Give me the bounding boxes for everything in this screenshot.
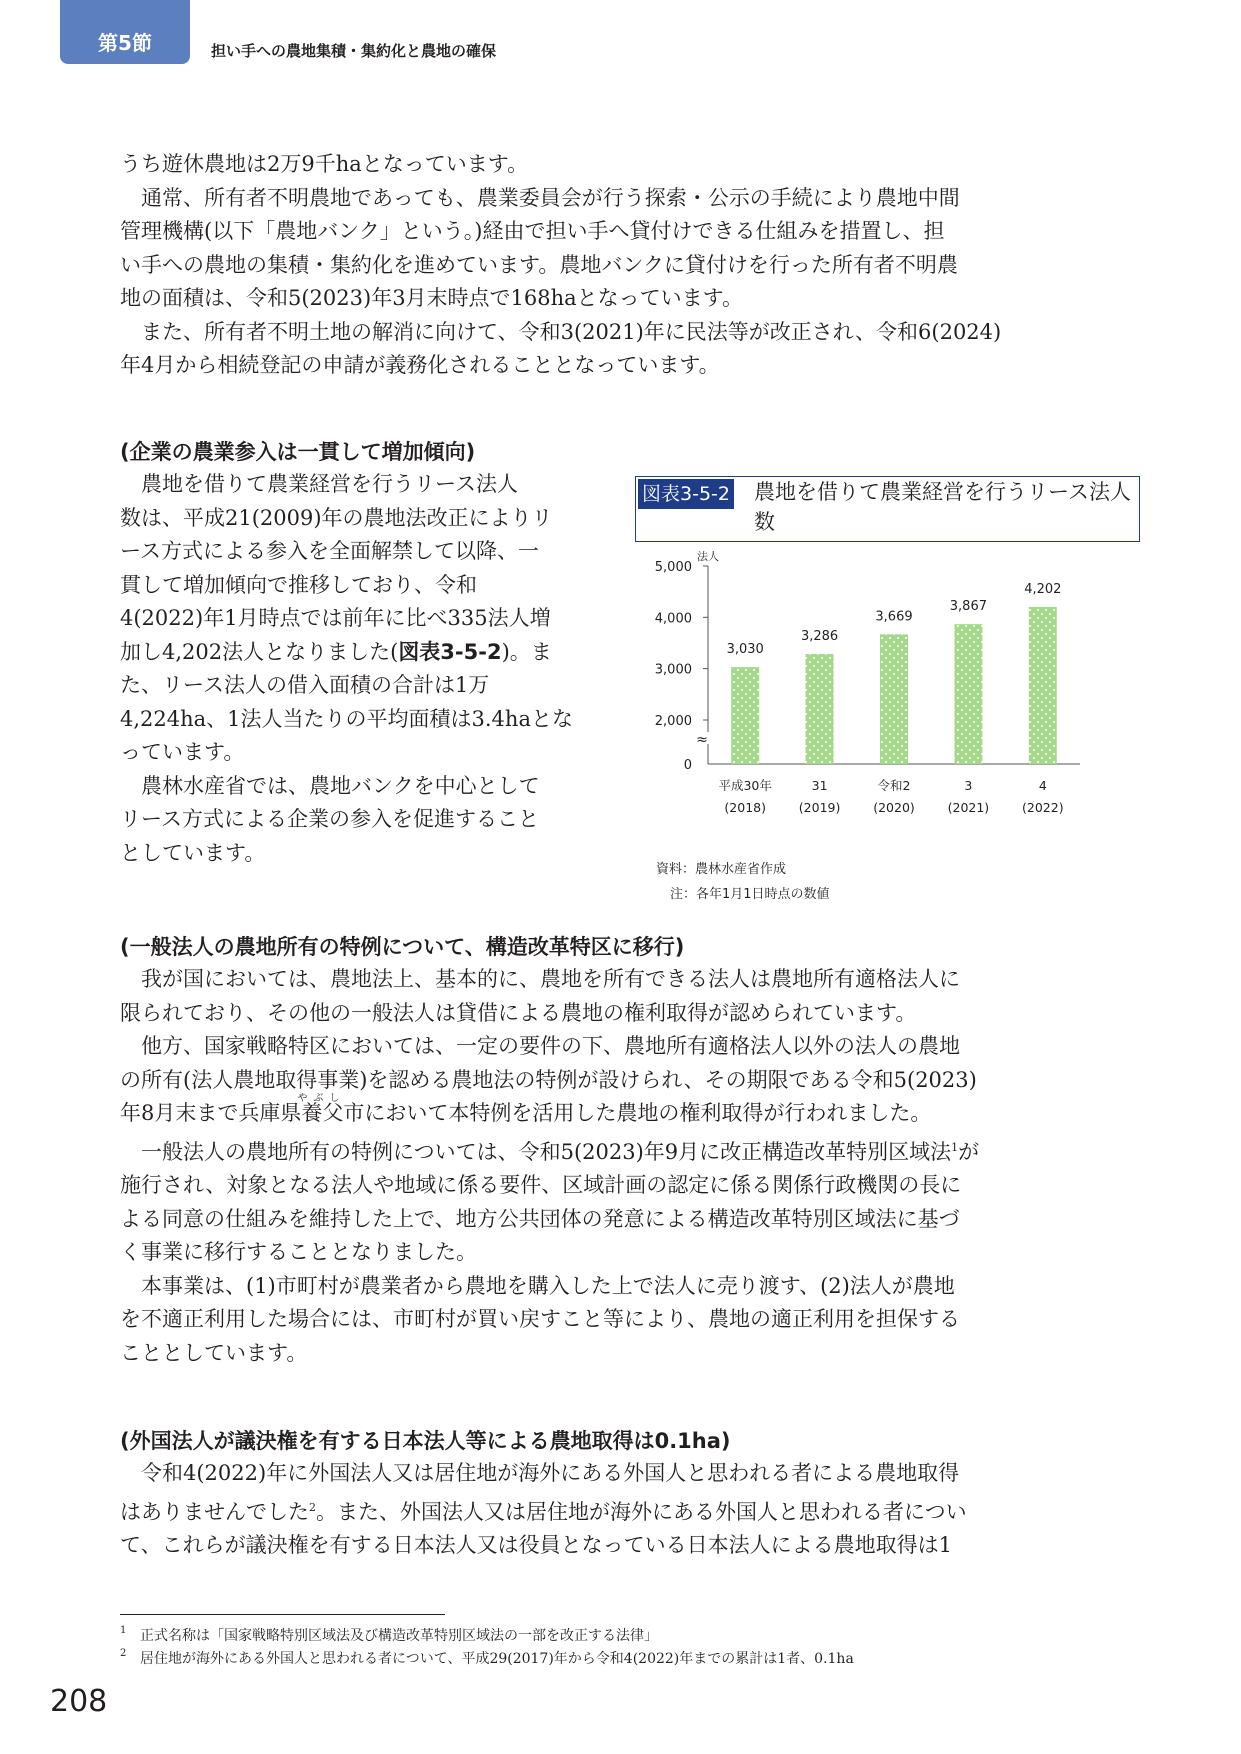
bar-value-label: 3,867: [949, 599, 988, 615]
axis-break-mark: ≈: [696, 732, 708, 748]
body-line: リース方式による企業の参入を促進すること: [120, 807, 539, 831]
section-badge: 第5節: [60, 0, 190, 64]
chart-source: 資料：農林水産省作成: [656, 862, 787, 877]
body-text: 一般法人の農地所有の特例については、令和5(2023)年9月に改正構造改革特別区域法: [120, 1139, 952, 1164]
ruby-reading: やぶし: [297, 1093, 346, 1104]
body-line: 数は、平成21(2009)年の農地法改正によりリ: [120, 505, 553, 530]
body-line: っています。: [120, 740, 245, 764]
body-line: く事業に移行することとなりました。: [120, 1240, 477, 1264]
bar: [731, 667, 759, 764]
bar: [880, 634, 908, 764]
footnote-number: 1: [120, 1625, 127, 1636]
bar: [806, 654, 834, 764]
body-line: 4,224ha、1法人当たりの平均面積は3.4haとな: [120, 706, 573, 731]
body-line: 我が国においては、農地法上、基本的に、農地を所有できる法人は農地所有適格法人に: [120, 967, 960, 991]
body-line: 他方、国家戦略特区においては、一定の要件の下、農地所有適格法人以外の法人の農地: [120, 1034, 960, 1058]
chart-title: 農地を借りて農業経営を行うリース法人数: [754, 480, 1131, 534]
bar-value-label: 4,202: [1024, 581, 1062, 597]
y-tick-label: 5,000: [654, 560, 692, 575]
x-tick-sublabel: (2018): [724, 800, 766, 815]
y-unit-label: 法人: [697, 550, 719, 563]
body-text: はありませんでした: [120, 1499, 309, 1524]
bar: [1029, 607, 1057, 764]
footnote-text: 正式名称は「国家戦略特別区域法及び構造改革特別区域法の一部を改正する法律」: [140, 1628, 658, 1644]
x-tick-label: 31: [811, 778, 828, 793]
x-tick-sublabel: (2020): [873, 800, 915, 815]
body-line: て、これらが議決権を有する日本法人又は役員となっている日本法人による農地取得は1: [120, 1533, 952, 1557]
footnote: [120, 1625, 658, 1645]
body-line: 農林水産省では、農地バンクを中心として: [120, 773, 540, 798]
body-line: こととしています。: [120, 1340, 308, 1365]
x-tick-label: 3: [964, 778, 973, 793]
bar-value-label: 3,286: [800, 628, 839, 644]
body-line: [120, 1491, 1120, 1530]
body-text: 年8月末まで兵庫県: [120, 1101, 302, 1125]
section-title: 担い手への農地集積・集約化と農地の確保: [211, 42, 497, 60]
bar-chart: [640, 548, 1110, 848]
body-text: 市において本特例を活用した農地の権利取得が行われました。: [343, 1101, 932, 1125]
body-line: よる同意の仕組みを維持した上で、地方公共団体の発意による構造改革特別区域法に基づ: [120, 1206, 960, 1231]
ruby-word: [297, 1093, 346, 1131]
body-line: また、所有者不明土地の解消に向けて、令和3(2021)年に民法等が改正され、令和6(2024): [120, 319, 1002, 344]
body-text: )。ま: [501, 639, 552, 664]
x-tick-sublabel: (2019): [798, 800, 841, 815]
body-line: [120, 636, 615, 670]
body-line: 施行され、対象となる法人や地域に係る要件、区域計画の認定に係る関係行政機関の長に: [120, 1173, 962, 1197]
body-line: の所有(法人農地取得事業)を認める農地法の特例が設けられ、その期限である令和5(2023): [120, 1067, 977, 1092]
footnote-marker[interactable]: 1: [951, 1140, 959, 1154]
body-line: 年4月から相続登記の申請が義務化されることとなっています。: [120, 353, 720, 377]
bar: [954, 624, 982, 764]
section3-body: [120, 963, 1120, 1370]
body-line: を不適正利用した場合には、市町村が買い戻すこと等により、農地の適正利用を担保する: [120, 1307, 960, 1331]
body-text: 。また、外国法人又は居住地が海外にある外国人と思われる者につい: [316, 1499, 967, 1524]
page-number: 208: [50, 1684, 108, 1719]
footnote-divider: [120, 1614, 445, 1615]
body-line: 限られており、その他の一般法人は貸借による農地の権利取得が認められています。: [120, 1000, 917, 1025]
x-tick-sublabel: (2021): [947, 800, 990, 815]
body-line: [120, 1093, 1120, 1131]
x-tick-label: 平成30年: [718, 778, 772, 793]
body-line: 貫して増加傾向で推移しており、令和: [120, 572, 477, 597]
footnote-number: 2: [120, 1648, 127, 1659]
body-text: 加し4,202法人となりました(: [120, 639, 399, 664]
section4-body: [120, 1457, 1120, 1563]
body-line: うち遊休農地は2万9千haとなっています。: [120, 152, 529, 176]
x-tick-label: 令和2: [877, 778, 911, 793]
body-line: 農地を借りて農業経営を行うリース法人: [120, 472, 518, 496]
section-heading: (外国法人が議決権を有する日本法人等による農地取得は0.1ha): [120, 1429, 731, 1453]
body-top: [120, 148, 1120, 383]
body-line: [120, 1131, 1120, 1170]
chart-note: 注：各年1月1日時点の数値: [670, 887, 830, 902]
y-tick-label: 4,000: [654, 611, 692, 627]
body-line: 4(2022)年1月時点では前年に比べ335法人増: [120, 606, 551, 630]
body-line: 本事業は、(1)市町村が農業者から農地を購入した上で法人に売り渡す、(2)法人が農地: [120, 1273, 955, 1298]
body-line: い手への農地の集積・集約化を進めています。農地バンクに貸付けを行った所有者不明農: [120, 252, 958, 277]
bar-value-label: 3,030: [726, 642, 764, 658]
chart-title-box: [635, 476, 1140, 542]
footnote: [120, 1648, 854, 1668]
body-line: た、リース法人の借入面積の合計は1万: [120, 673, 490, 697]
y-tick-label: 3,000: [654, 662, 692, 678]
y-tick-label: 2,000: [654, 714, 692, 729]
x-tick-label: 4: [1038, 778, 1047, 793]
body-line: 令和4(2022)年に外国法人又は居住地が海外にある外国人と思われる者による農地取得: [120, 1461, 960, 1485]
ruby-base: 養父: [301, 1101, 344, 1125]
section-heading: (企業の農業参入は一貫して増加傾向): [120, 440, 476, 464]
section2-body: [120, 468, 615, 870]
chart-label: 図表3-5-2: [638, 479, 734, 509]
footnote-text: 居住地が海外にある外国人と思われる者について、平成29(2017)年から令和4(2022)年までの累計は1者、0.1ha: [140, 1651, 854, 1667]
figure-reference-link[interactable]: 図表3-5-2: [398, 639, 502, 664]
bar-value-label: 3,669: [875, 609, 913, 625]
body-text: が: [958, 1139, 980, 1164]
body-line: 通常、所有者不明農地であっても、農業委員会が行う探索・公示の手続により農地中間: [120, 185, 960, 210]
body-line: 地の面積は、令和5(2023)年3月末時点で168haとなっています。: [120, 286, 743, 310]
footnote-marker[interactable]: 2: [309, 1500, 316, 1514]
section-heading: (一般法人の農地所有の特例について、構造改革特区に移行): [120, 935, 685, 959]
body-line: としています。: [120, 840, 266, 865]
body-line: ース方式による参入を全面解禁して以降、一: [120, 539, 539, 563]
x-tick-sublabel: (2022): [1022, 800, 1064, 815]
body-line: 管理機構(以下「農地バンク」という。)経由で担い手へ貸付けできる仕組みを措置し、担: [120, 219, 945, 243]
y-tick-label-zero: 0: [683, 758, 692, 773]
